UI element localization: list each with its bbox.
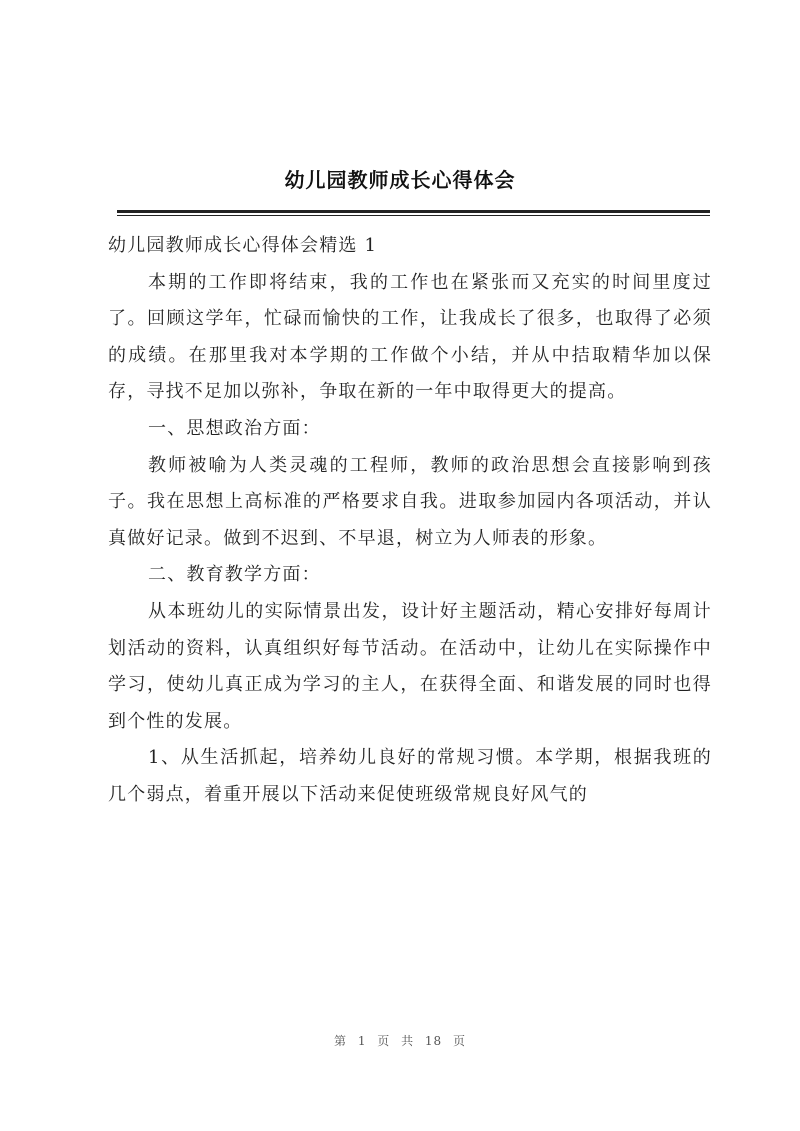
- title-divider-thick: [117, 210, 710, 213]
- heading-politics: 一、思想政治方面：: [148, 417, 321, 439]
- paragraph-habits: 1、从生活抓起，培养幼儿良好的常规习惯。本学期，根据我班的几个弱点，着重开展以下活动来促使班级常规良好风气的: [108, 747, 712, 805]
- paragraph-intro: 本期的工作即将结束，我的工作也在紧张而又充实的时间里度过了。回顾这学年，忙碌而愉快的工作，让我成长了很多，也取得了必须的成绩。在那里我对本学期的工作做个小结，并从中拮取精华加以保存，寻找不足加以弥补，争取在新的一年中取得更大的提高。: [108, 271, 712, 403]
- paragraph-politics: 教师被喻为人类灵魂的工程师，教师的政治思想会直接影响到孩子。我在思想上高标准的严格要求自我。进取参加园内各项活动，并认真做好记录。做到不迟到、不早退，树立为人师表的形象。: [108, 454, 712, 549]
- title-divider-thin: [117, 215, 710, 216]
- page-number-footer: 第 1 页 共 18 页: [334, 1034, 466, 1048]
- section-heading: 幼儿园教师成长心得体会精选 1: [108, 235, 378, 256]
- document-title: 幼儿园教师成长心得体会: [284, 168, 516, 192]
- heading-teaching: 二、教育教学方面：: [148, 564, 321, 586]
- document-body: [108, 228, 712, 814]
- paragraph-teaching: 从本班幼儿的实际情景出发，设计好主题活动，精心安排好每周计划活动的资料，认真组织好每节活动。在活动中，让幼儿在实际操作中学习，使幼儿真正成为学习的主人，在获得全面、和谐发展的同时也得到个性的发展。: [108, 600, 712, 732]
